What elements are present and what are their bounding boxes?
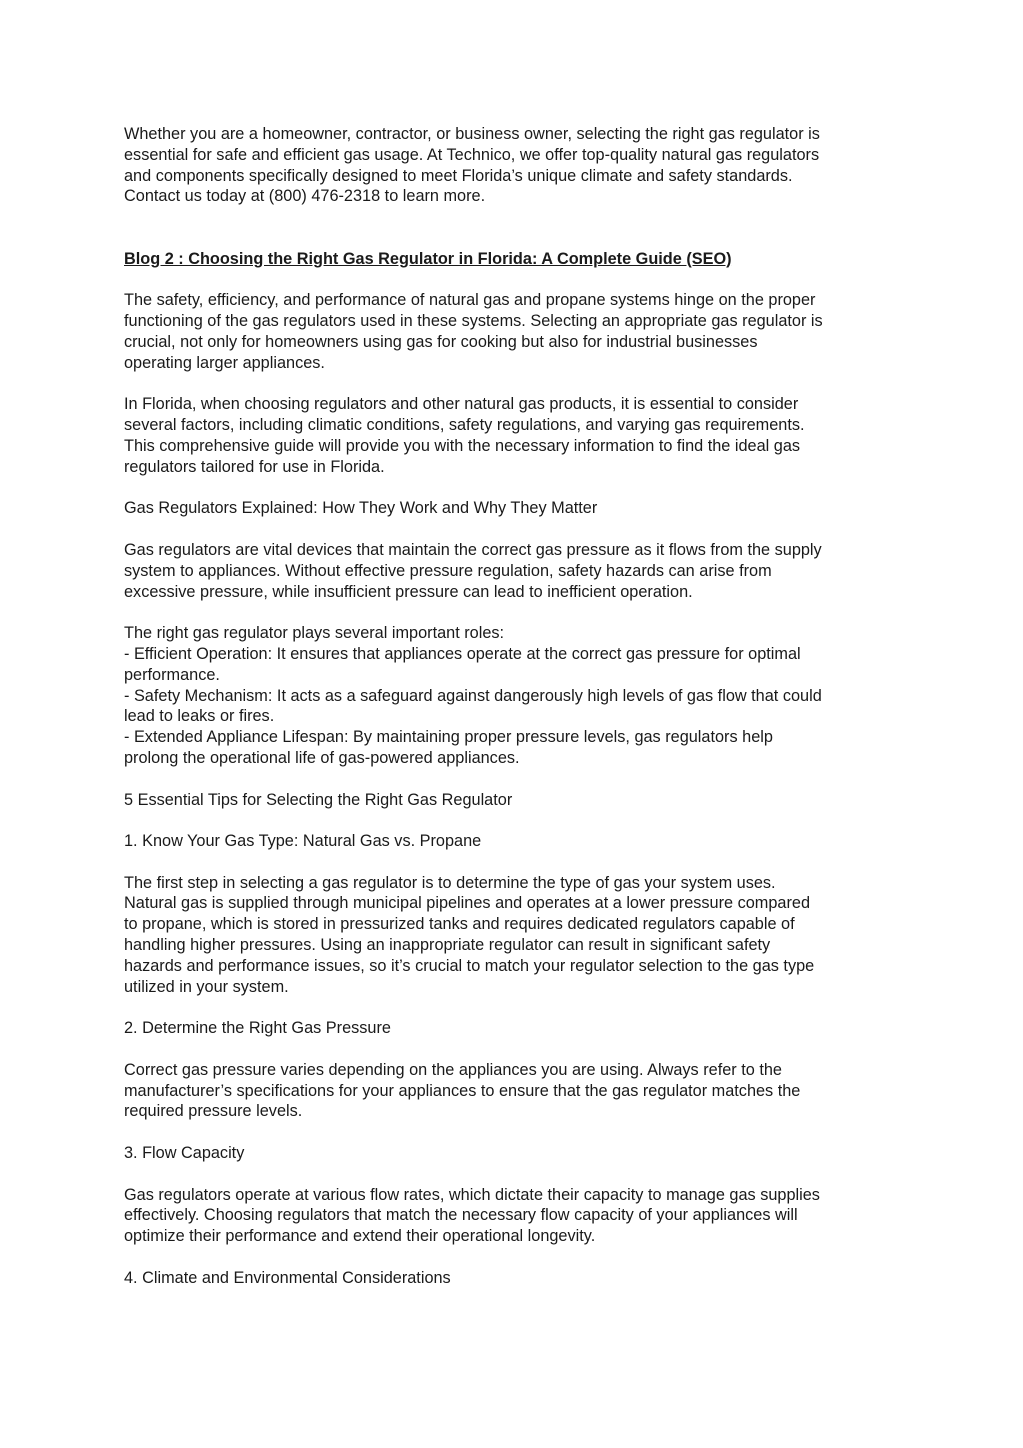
blog-title-text: Blog 2 : Choosing the Right Gas Regulator in Florida: A Complete Guide (SEO) <box>124 249 732 268</box>
paragraph-flow-capacity <box>124 1185 914 1247</box>
text-line: The first step in selecting a gas regulator is to determine the type of gas your system uses. <box>124 873 776 892</box>
text-line: optimize their performance and extend their operational longevity. <box>124 1227 596 1246</box>
paragraph-gas-pressure <box>124 1060 914 1122</box>
section-heading-explained <box>124 498 914 519</box>
heading-text: Gas Regulators Explained: How They Work and Why They Matter <box>124 499 598 518</box>
paragraph-gas-type <box>124 873 914 998</box>
paragraph-roles-list <box>124 623 914 769</box>
heading-text: 1. Know Your Gas Type: Natural Gas vs. Propane <box>124 832 482 851</box>
text-line: In Florida, when choosing regulators and other natural gas products, it is essential to consider <box>124 395 799 414</box>
text-line: Gas regulators operate at various flow rates, which dictate their capacity to manage gas supplies <box>124 1185 820 1204</box>
paragraph-safety <box>124 290 914 373</box>
heading-text: 5 Essential Tips for Selecting the Right Gas Regulator <box>124 790 513 809</box>
list-item: - Safety Mechanism: It acts as a safeguard against dangerously high levels of gas flow that could <box>124 686 822 705</box>
blog-title <box>124 249 914 270</box>
text-line: system to appliances. Without effective pressure regulation, safety hazards can arise from <box>124 561 772 580</box>
text-line: utilized in your system. <box>124 977 289 996</box>
text-line: effectively. Choosing regulators that match the necessary flow capacity of your appliances will <box>124 1206 798 1225</box>
text-line: functioning of the gas regulators used in these systems. Selecting an appropriate gas regulator is <box>124 312 823 331</box>
heading-text: 2. Determine the Right Gas Pressure <box>124 1019 391 1038</box>
text-line: operating larger appliances. <box>124 353 325 372</box>
text-line: handling higher pressures. Using an inappropriate regulator can result in significant safety <box>124 936 771 955</box>
text-line: Correct gas pressure varies depending on the appliances you are using. Always refer to the <box>124 1060 782 1079</box>
text-line: lead to leaks or fires. <box>124 707 275 726</box>
paragraph-vital-devices <box>124 540 914 602</box>
text-line: Gas regulators are vital devices that maintain the correct gas pressure as it flows from the supply <box>124 540 822 559</box>
text-line: essential for safe and efficient gas usage. At Technico, we offer top-quality natural gas regulators <box>124 145 820 164</box>
tip-heading-3 <box>124 1143 914 1164</box>
heading-text: 3. Flow Capacity <box>124 1144 245 1163</box>
tip-heading-4 <box>124 1268 914 1289</box>
intro-paragraph <box>124 124 914 207</box>
tip-heading-1 <box>124 831 914 852</box>
text-line: The safety, efficiency, and performance of natural gas and propane systems hinge on the proper <box>124 291 816 310</box>
text-line: Whether you are a homeowner, contractor, or business owner, selecting the right gas regulator is <box>124 125 820 143</box>
section-heading-tips <box>124 790 914 811</box>
paragraph-florida <box>124 394 914 477</box>
text-line: Contact us today at (800) 476-2318 to learn more. <box>124 187 486 206</box>
text-line: several factors, including climatic conditions, safety regulations, and varying gas requirements. <box>124 416 805 435</box>
text-line: crucial, not only for homeowners using gas for cooking but also for industrial businesses <box>124 332 758 351</box>
list-item: - Extended Appliance Lifespan: By maintaining proper pressure levels, gas regulators help <box>124 728 773 747</box>
heading-text: 4. Climate and Environmental Considerations <box>124 1268 451 1287</box>
text-line: This comprehensive guide will provide you with the necessary information to find the ideal gas <box>124 436 801 455</box>
document-page <box>124 124 914 1289</box>
text-line: to propane, which is stored in pressurized tanks and requires dedicated regulators capable of <box>124 915 795 934</box>
text-line: Natural gas is supplied through municipal pipelines and operates at a lower pressure compared <box>124 894 811 913</box>
text-line: The right gas regulator plays several important roles: <box>124 624 505 643</box>
text-line: regulators tailored for use in Florida. <box>124 457 385 476</box>
text-line: excessive pressure, while insufficient pressure can lead to inefficient operation. <box>124 582 693 601</box>
text-line: required pressure levels. <box>124 1102 303 1121</box>
list-item: - Efficient Operation: It ensures that appliances operate at the correct gas pressure for optimal <box>124 644 801 663</box>
tip-heading-2 <box>124 1018 914 1039</box>
text-line: manufacturer’s specifications for your appliances to ensure that the gas regulator matches the <box>124 1081 801 1100</box>
text-line: hazards and performance issues, so it’s crucial to match your regulator selection to the gas type <box>124 956 815 975</box>
text-line: and components specifically designed to meet Florida’s unique climate and safety standards. <box>124 166 793 185</box>
text-line: prolong the operational life of gas-powered appliances. <box>124 748 520 767</box>
text-line: performance. <box>124 665 220 684</box>
